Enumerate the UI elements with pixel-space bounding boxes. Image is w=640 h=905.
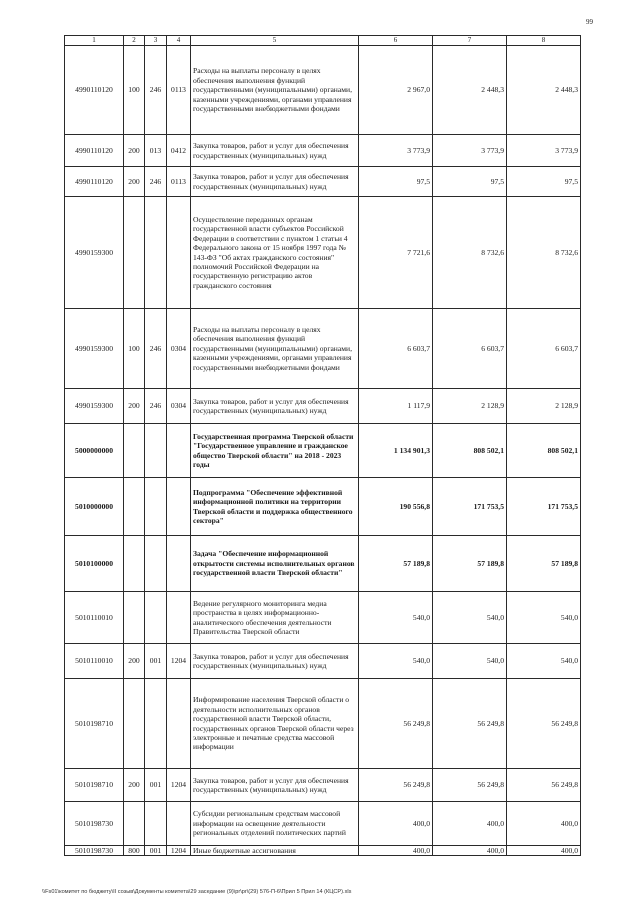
row-value-1: 190 556,8 [359,478,433,536]
row-value-3: 2 448,3 [507,46,581,135]
row-code: 4990110120 [65,135,124,167]
row-vr [124,424,145,478]
budget-table [64,35,581,856]
column-number: 3 [145,36,167,46]
row-value-1: 1 134 901,3 [359,424,433,478]
row-vr [124,478,145,536]
row-gr [145,197,167,309]
row-value-3: 8 732,6 [507,197,581,309]
row-value-3: 808 502,1 [507,424,581,478]
row-rz: 1204 [167,846,191,856]
row-value-2: 8 732,6 [433,197,507,309]
row-code: 5010198710 [65,679,124,769]
row-value-1: 56 249,8 [359,679,433,769]
row-vr: 200 [124,389,145,424]
row-code: 4990110120 [65,167,124,197]
row-value-1: 2 967,0 [359,46,433,135]
row-value-1: 56 249,8 [359,769,433,802]
column-number-row [65,36,581,46]
table-row [65,46,581,135]
table-row [65,389,581,424]
row-rz [167,536,191,592]
table-row [65,478,581,536]
row-vr [124,536,145,592]
row-value-1: 97,5 [359,167,433,197]
row-vr [124,592,145,644]
row-value-2: 3 773,9 [433,135,507,167]
row-value-2: 400,0 [433,846,507,856]
row-vr: 200 [124,167,145,197]
column-number: 1 [65,36,124,46]
row-value-3: 56 249,8 [507,679,581,769]
row-value-2: 6 603,7 [433,309,507,389]
row-code: 5010110010 [65,592,124,644]
file-path-footer: \\Fs01\комитет по бюджету\II созыв\Документы комитета\29 заседание (9)\pr\pr\(29) 576-П-6\Прил 5 Прил 14 (КЦСР).xls [42,889,352,895]
table-row [65,167,581,197]
row-code: 5010198710 [65,769,124,802]
row-name: Осуществление переданных органам государственной власти субъектов Российской Федерации в соответствии с пунктом 1 статьи 4 Федерального закона от 15 ноября 1997 года № 143-ФЗ "Об актах гражданского состояния" полномочий Российской Федерации на государственную регистрацию актов гражданского состояния [191,197,359,309]
row-code: 5010000000 [65,478,124,536]
column-number: 2 [124,36,145,46]
row-value-2: 56 249,8 [433,769,507,802]
row-rz [167,478,191,536]
row-value-3: 3 773,9 [507,135,581,167]
table-row [65,424,581,478]
row-value-2: 808 502,1 [433,424,507,478]
row-rz: 0113 [167,46,191,135]
row-code: 4990159300 [65,389,124,424]
row-rz [167,424,191,478]
table-row [65,644,581,679]
column-number: 8 [507,36,581,46]
row-rz [167,679,191,769]
row-value-1: 3 773,9 [359,135,433,167]
row-value-3: 400,0 [507,846,581,856]
row-value-1: 6 603,7 [359,309,433,389]
row-vr [124,679,145,769]
row-value-2: 540,0 [433,592,507,644]
row-name: Расходы на выплаты персоналу в целях обеспечения выполнения функций государственными (муниципальными) органами, казенными учреждениями, органами управления государственными внебюджетными фондами [191,309,359,389]
row-value-3: 6 603,7 [507,309,581,389]
row-name: Ведение регулярного мониторинга медиа пространства в целях информационно-аналитического обеспечения деятельности Правительства Тверской области [191,592,359,644]
row-gr: 246 [145,167,167,197]
row-code: 5010110010 [65,644,124,679]
table-row [65,197,581,309]
table-body [65,36,581,856]
row-value-3: 56 249,8 [507,769,581,802]
row-value-3: 97,5 [507,167,581,197]
column-number: 4 [167,36,191,46]
row-value-1: 1 117,9 [359,389,433,424]
row-gr: 246 [145,46,167,135]
table-row [65,536,581,592]
row-code: 5000000000 [65,424,124,478]
row-name: Информирование населения Тверской области о деятельности исполнительных органов государственной власти Тверской области, государственных органов Тверской области через электронные и печатные средства массовой информации [191,679,359,769]
row-rz [167,592,191,644]
row-rz: 0113 [167,167,191,197]
table-row [65,135,581,167]
row-value-2: 540,0 [433,644,507,679]
row-value-3: 540,0 [507,592,581,644]
row-rz [167,197,191,309]
column-number: 6 [359,36,433,46]
page-number: 99 [586,18,593,26]
row-gr [145,679,167,769]
row-rz: 0304 [167,389,191,424]
row-name: Закупка товаров, работ и услуг для обеспечения государственных (муниципальных) нужд [191,167,359,197]
row-value-3: 400,0 [507,802,581,846]
row-name: Государственная программа Тверской области "Государственное управление и гражданское общество Тверской области" на 2018 - 2023 годы [191,424,359,478]
row-code: 4990159300 [65,309,124,389]
row-value-2: 400,0 [433,802,507,846]
table-row [65,769,581,802]
row-gr: 001 [145,846,167,856]
row-name: Задача "Обеспечение информационной открытости системы исполнительных органов государственной власти Тверской области" [191,536,359,592]
row-gr [145,424,167,478]
table-row [65,802,581,846]
row-rz [167,802,191,846]
row-rz: 1204 [167,644,191,679]
row-value-1: 540,0 [359,644,433,679]
row-gr [145,536,167,592]
row-value-2: 97,5 [433,167,507,197]
table-row [65,679,581,769]
row-name: Закупка товаров, работ и услуг для обеспечения государственных (муниципальных) нужд [191,769,359,802]
row-vr: 200 [124,769,145,802]
row-gr [145,592,167,644]
row-value-3: 540,0 [507,644,581,679]
column-number: 7 [433,36,507,46]
row-vr: 100 [124,309,145,389]
row-vr: 200 [124,644,145,679]
row-vr [124,802,145,846]
column-number: 5 [191,36,359,46]
row-name: Закупка товаров, работ и услуг для обеспечения государственных (муниципальных) нужд [191,135,359,167]
table-row [65,846,581,856]
row-gr: 246 [145,309,167,389]
row-value-2: 57 189,8 [433,536,507,592]
row-gr: 246 [145,389,167,424]
row-value-2: 171 753,5 [433,478,507,536]
row-value-3: 2 128,9 [507,389,581,424]
row-name: Иные бюджетные ассигнования [191,846,359,856]
table-row [65,592,581,644]
row-name: Субсидии региональным средствам массовой информации на освещение деятельности региональных отделений политических партий [191,802,359,846]
row-code: 5010100000 [65,536,124,592]
row-gr [145,478,167,536]
row-value-2: 56 249,8 [433,679,507,769]
row-value-3: 57 189,8 [507,536,581,592]
row-value-2: 2 448,3 [433,46,507,135]
row-value-1: 57 189,8 [359,536,433,592]
row-vr: 800 [124,846,145,856]
row-value-1: 540,0 [359,592,433,644]
row-code: 5010198730 [65,846,124,856]
row-rz: 0304 [167,309,191,389]
row-code: 5010198730 [65,802,124,846]
row-gr: 001 [145,769,167,802]
row-name: Расходы на выплаты персоналу в целях обеспечения выполнения функций государственными (муниципальными) органами, казенными учреждениями, органами управления государственными внебюджетными фондами [191,46,359,135]
row-vr: 200 [124,135,145,167]
row-value-1: 7 721,6 [359,197,433,309]
row-name: Подпрограмма "Обеспечение эффективной информационной политики на территории Тверской области и поддержка общественного сектора" [191,478,359,536]
row-rz: 0412 [167,135,191,167]
row-gr: 001 [145,644,167,679]
table-row [65,309,581,389]
row-value-1: 400,0 [359,846,433,856]
row-name: Закупка товаров, работ и услуг для обеспечения государственных (муниципальных) нужд [191,389,359,424]
row-name: Закупка товаров, работ и услуг для обеспечения государственных (муниципальных) нужд [191,644,359,679]
row-code: 4990159300 [65,197,124,309]
row-vr: 100 [124,46,145,135]
row-value-3: 171 753,5 [507,478,581,536]
row-gr [145,802,167,846]
row-value-2: 2 128,9 [433,389,507,424]
row-vr [124,197,145,309]
row-value-1: 400,0 [359,802,433,846]
row-gr: 013 [145,135,167,167]
row-rz: 1204 [167,769,191,802]
row-code: 4990110120 [65,46,124,135]
